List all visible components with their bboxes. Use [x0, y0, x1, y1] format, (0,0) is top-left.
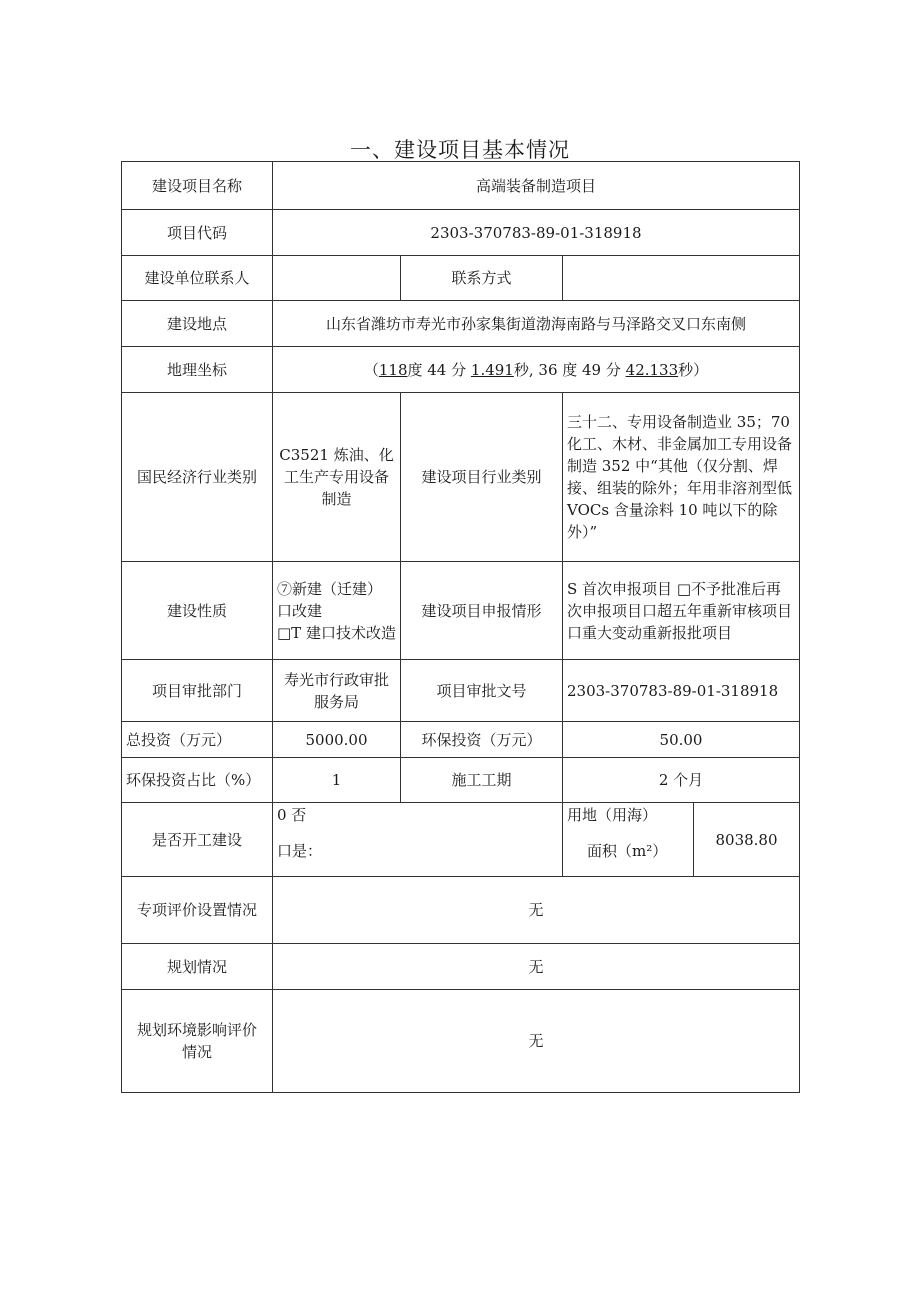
value-industry-category: 三十二、专用设备制造业 35；70 化工、木材、非金属加工专用设备制造 352 中“其他（仅分割、焊接、组装的除外；年用非溶剂型低 VOCs 含量涂料 10 吨以下的除外）” — [563, 393, 800, 562]
value-planning: 无 — [273, 944, 800, 990]
label-period: 施工工期 — [401, 758, 563, 803]
label-contact: 建设单位联系人 — [122, 256, 273, 301]
value-started — [273, 803, 563, 877]
row-ratio — [122, 758, 800, 803]
value-project-name: 高端装备制造项目 — [273, 162, 800, 210]
value-approval-dept: 寿光市行政审批服务局 — [273, 660, 401, 722]
label-planning: 规划情况 — [122, 944, 273, 990]
value-investment: 5000.00 — [273, 722, 401, 758]
value-report: S 首次申报项目 □不予批准后再次申报项目口超五年重新审核项目口重大变动重新报批项目 — [563, 562, 800, 660]
page-title: 一、建设项目基本情况 — [350, 138, 570, 162]
coords-lon-sec: 1.491 — [470, 360, 514, 379]
value-nature — [273, 562, 401, 660]
row-coords — [122, 347, 800, 393]
label-investment: 总投资（万元） — [122, 722, 273, 758]
coords-lon-deg: 118 — [378, 360, 408, 379]
label-location: 建设地点 — [122, 301, 273, 347]
value-planning-env: 无 — [273, 990, 800, 1093]
row-nature — [122, 562, 800, 660]
row-project-code — [122, 210, 800, 256]
coords-lat-sec: 42.133 — [625, 360, 679, 379]
row-planning-env — [122, 990, 800, 1093]
nature-rebuild: 口改建 — [277, 601, 323, 620]
label-approval-doc: 项目审批文号 — [401, 660, 563, 722]
started-no: 0 否 — [277, 806, 307, 824]
row-investment — [122, 722, 800, 758]
value-area: 8038.80 — [694, 803, 800, 877]
nature-tech: □T 建口技术改造 — [277, 623, 396, 642]
row-industry — [122, 393, 800, 562]
label-special: 专项评价设置情况 — [122, 877, 273, 944]
row-special — [122, 877, 800, 944]
value-location: 山东省潍坊市寿光市孙家集街道渤海南路与马泽路交叉口东南侧 — [273, 301, 800, 347]
value-ratio: 1 — [273, 758, 401, 803]
coords-mid: 秒, 36 度 49 分 — [513, 360, 626, 379]
coords-close: 秒） — [678, 360, 709, 379]
row-started — [122, 803, 800, 877]
row-contact — [122, 256, 800, 301]
label-coords: 地理坐标 — [122, 347, 273, 393]
label-ratio: 环保投资占比（%） — [122, 758, 273, 803]
value-industry: C3521 炼油、化工生产专用设备制造 — [273, 393, 401, 562]
value-approval-doc: 2303-370783-89-01-318918 — [563, 660, 800, 722]
label-project-name: 建设项目名称 — [122, 162, 273, 210]
label-report: 建设项目申报情形 — [401, 562, 563, 660]
value-env-investment: 50.00 — [563, 722, 800, 758]
label-started: 是否开工建设 — [122, 803, 273, 877]
label-industry-category: 建设项目行业类别 — [401, 393, 563, 562]
area-label-1: 用地（用海） — [567, 806, 658, 824]
area-label-2: 面积（m²） — [587, 842, 668, 860]
project-info-table — [121, 161, 800, 1093]
value-contact-method — [563, 256, 800, 301]
row-project-name — [122, 162, 800, 210]
value-special: 无 — [273, 877, 800, 944]
label-nature: 建设性质 — [122, 562, 273, 660]
started-yes: 口是： — [277, 842, 323, 860]
label-project-code: 项目代码 — [122, 210, 273, 256]
label-industry: 国民经济行业类别 — [122, 393, 273, 562]
label-planning-env: 规划环境影响评价情况 — [122, 990, 273, 1093]
row-planning — [122, 944, 800, 990]
nature-new: ⑦新建（迁建） — [277, 579, 383, 598]
value-project-code: 2303-370783-89-01-318918 — [273, 210, 800, 256]
row-location — [122, 301, 800, 347]
coords-deg-min: 度 44 分 — [407, 360, 471, 379]
label-approval-dept: 项目审批部门 — [122, 660, 273, 722]
label-env-investment: 环保投资（万元） — [401, 722, 563, 758]
row-approval — [122, 660, 800, 722]
value-period: 2 个月 — [563, 758, 800, 803]
label-contact-method: 联系方式 — [401, 256, 563, 301]
value-contact — [273, 256, 401, 301]
coords-open: （ — [363, 360, 379, 379]
value-coords — [273, 347, 800, 393]
label-area — [563, 803, 694, 877]
